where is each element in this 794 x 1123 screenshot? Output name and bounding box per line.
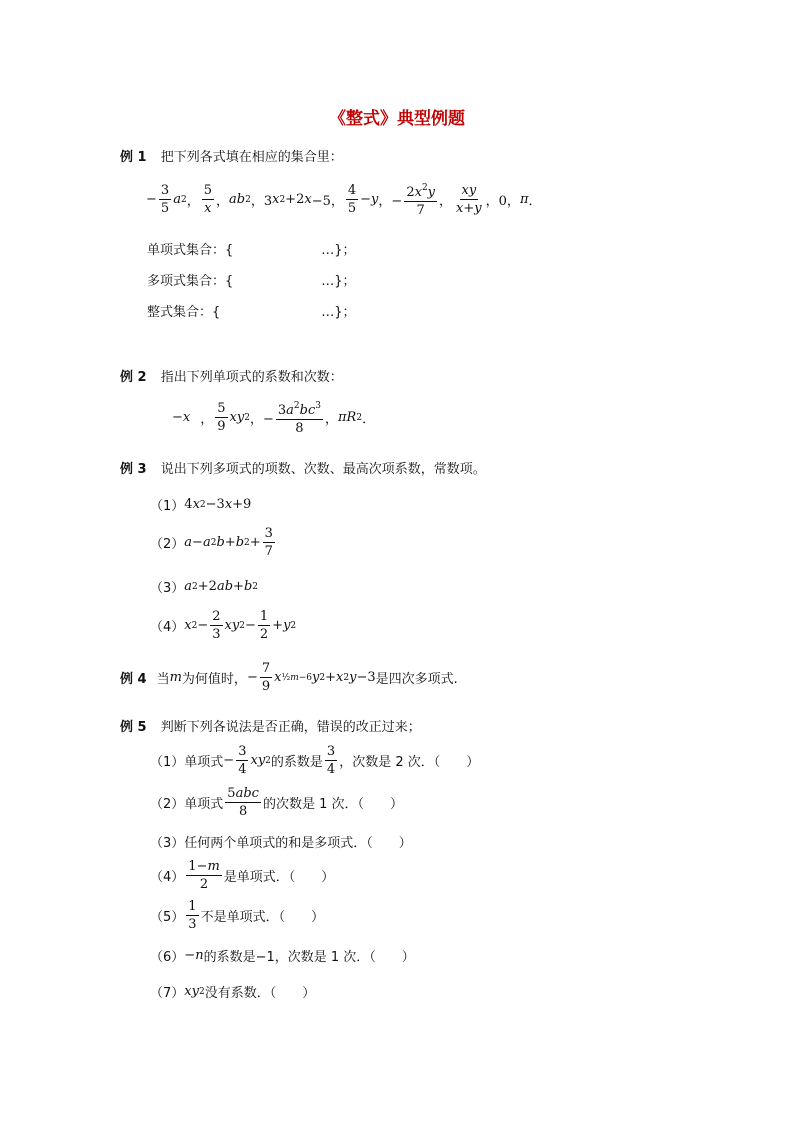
page-title: 《整式》典型例题 [329,109,465,129]
example-5-item-6: （6） − n 的系数是−1，次数是 1 次．（ ） [150,948,415,965]
example-3-header: 例 3 说出下列多项式的项数、次数、最高次项系数，常数项。 [120,462,486,477]
set-integral: 整式集合：{ …}； [147,305,356,320]
example-5-item-5: （5） $\frac{1}{3}$ 不是单项式．（ ） [150,899,325,932]
example-3-item-1: （1） 4 x 2 −3 x +9 [150,497,252,514]
example-2-expressions: − x ， $\frac{5}{9}$ xy 2 ，− $\frac{3a^2bc^3}{8}$ ， πR 2 ． [172,398,375,437]
example-5-item-3: （3） 任何两个单项式的和是多项式．（ ） [150,836,412,851]
example-3-item-4: （4） x 2 − $\frac{2}{3}$ xy 2 − $\frac{1}{2}$ + y 2 [150,609,297,642]
set-monomial: 单项式集合：{ …}； [147,243,356,258]
example-3-item-2: （2） a − a 2 b + b 2 + $\frac{3}{7}$ [150,526,273,559]
example-1-header [120,146,343,165]
example-5-item-7: （7） xy 2 没有系数．（ ） [150,984,316,1001]
example-5-header: 例 5 判断下列各说法是否正确，错误的改正过来； [120,720,421,735]
example-5-item-1: （1） 单项式 − $\frac{3}{4}$ xy 2 的系数是 $\frac{3}{4}$ ，次数是 2 次．（ ） [150,744,480,777]
example-1-expressions: − $\frac{3}{5}$ a 2 ， $\frac{5}{x}$ ， ab 2 ，3 x 2 +2 x −5， $\frac{4}{5}$ − y ，− $\frac{2x^2y}{7}$ ， $\frac{xy}{x+y}$ ，0， π ． [146,180,542,219]
example-3-item-3: （3） a 2 +2 ab + b 2 [150,579,258,596]
set-polynomial: 多项式集合：{ …}； [147,274,356,289]
example-5-item-2: （2） 单项式 $\frac{\text{5abc}}{8}$ 的次数是 1 次．（ ） [150,786,403,819]
example-1-label: 例 1 [120,150,147,165]
example-4: 例 4 当 m 为何值时， − $\frac{7}{9}$ x ½m−6 y 2 + x 2 y −3 是四次多项式. [120,661,458,694]
example-2-header: 例 2 指出下列单项式的系数和次数： [120,370,343,385]
example-1-instruction: 把下列各式填在相应的集合里： [160,150,343,165]
example-5-item-4: （4） $\frac{1-m}{2}$ 是单项式．（ ） [150,859,335,892]
